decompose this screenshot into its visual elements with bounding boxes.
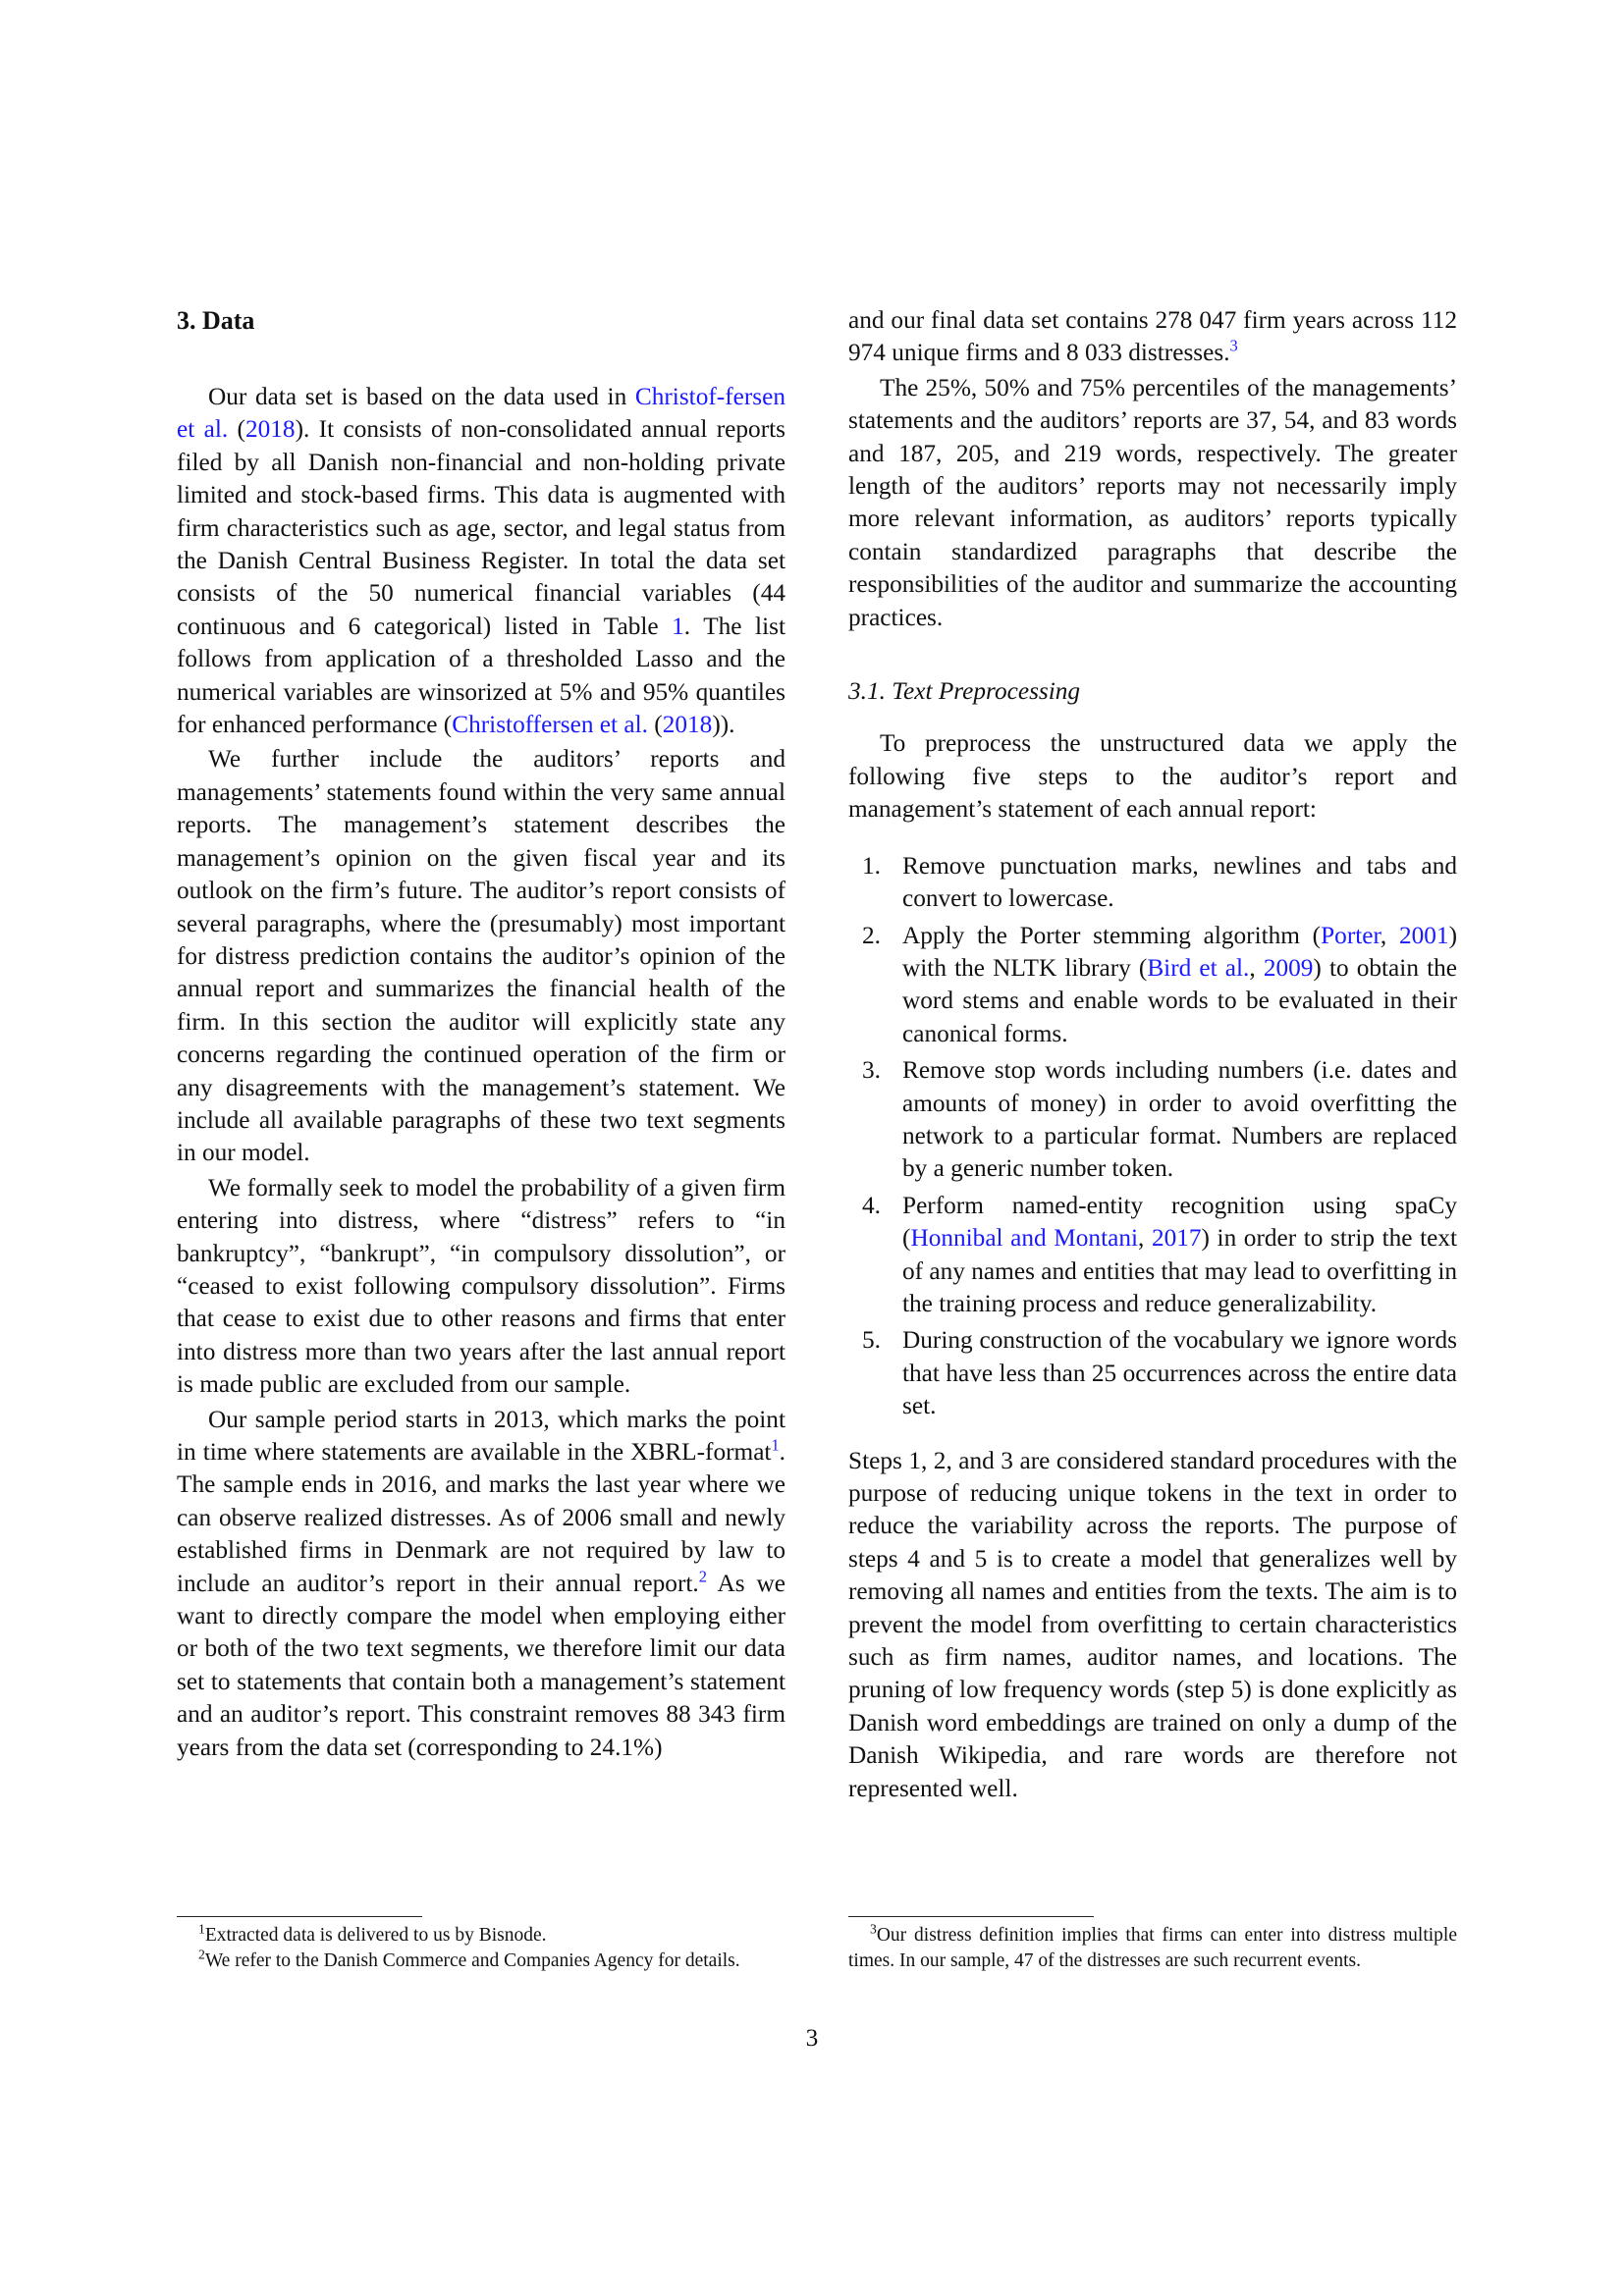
footnote-marker[interactable]: 3 xyxy=(1229,336,1238,355)
subsection-title: 3.1. Text Preprocessing xyxy=(848,677,1081,706)
text: ) with the NLTK library ( xyxy=(902,921,1457,982)
citation-year[interactable]: 2009 xyxy=(1263,953,1314,982)
citation-year[interactable]: 2001 xyxy=(1398,921,1449,949)
text: ) in order to strip the text of any names and entities that may lead to overfitting in the training process and reduce generalizability. xyxy=(902,1224,1458,1317)
footnote-marker[interactable]: 2 xyxy=(698,1567,707,1586)
list-item xyxy=(848,1054,1457,1186)
list-number: 5. xyxy=(862,1326,881,1355)
text: ) to obtain the word stems and enable words to be evaluated in their canonical forms. xyxy=(902,953,1457,1047)
list-number: 1. xyxy=(862,851,881,880)
footnote xyxy=(177,1949,785,1974)
footnote-marker[interactable]: 1 xyxy=(771,1435,780,1455)
footnote-text: Our distress definition implies that firms can enter into distress multiple times. In our sample, 47 of the distresses are such recurrent events. xyxy=(848,1925,1457,1971)
text: , xyxy=(1138,1224,1152,1253)
paragraph-data-source xyxy=(177,381,785,741)
text: Apply the Porter stemming algorithm ( xyxy=(902,921,1322,949)
footnotes-left xyxy=(177,1916,785,1974)
footnote-rule xyxy=(848,1916,1094,1917)
text: Our sample period starts in 2013, which marks the point in time where statements are available in the XBRL-format xyxy=(177,1405,785,1466)
citation-bird[interactable]: Bird et al. xyxy=(1147,953,1250,982)
paragraph-percentiles: The 25%, 50% and 75% percentiles of the managements’ statements and the auditors’ reports are 37, 54, and 83 words and 187, 205, and 219 words, respectively. The greater length of the auditors’ reports may not necessarily imply more relevant information, as auditors’ reports typically contain standardized paragraphs that describe the responsibilities of the auditor and summarize the accounting practices. xyxy=(848,373,1457,631)
right-column xyxy=(848,304,1457,1807)
text: . The sample ends in 2016, and marks the last year where we can observe realized distresses. As of 2006 small and newly established firms in Denmark are not required by law to include an auditor’s report in their annual report. xyxy=(177,1438,785,1597)
citation-christoffersen[interactable]: Christof-fersen et al. xyxy=(177,383,785,444)
text: and our final data set contains 278 047 firm years across 112 974 unique firms and 8 033 distresses. xyxy=(848,306,1457,367)
paragraph-text-segments: We further include the auditors’ reports and managements’ statements found within the very same annual reports. The management’s statement describes the management’s opinion on the given fiscal year and its outlook on the firm’s future. The auditor’s report consists of several paragraphs, where the (presumably) most important for distress prediction contains the auditor’s opinion of the annual report and summarizes the financial health of the firm. In this section the auditor will explicitly state any concerns regarding the continued operation of the firm or any disagreements with the management’s statement. We include all available paragraphs of these two text segments in our model. xyxy=(177,745,785,1167)
footnote-mark: 3 xyxy=(870,1921,877,1937)
footnote xyxy=(177,1923,785,1949)
citation-year[interactable]: 2018 xyxy=(662,711,713,739)
text: Our data set is based on the data used in xyxy=(208,383,635,410)
text: )). xyxy=(712,711,735,739)
list-item xyxy=(848,1324,1457,1422)
text: During construction of the vocabulary we ignore words that have less than 25 occurrences across the entire data set. xyxy=(902,1326,1457,1420)
paragraph-steps-discussion: Steps 1, 2, and 3 are considered standard procedures with the purpose of reducing unique tokens in the text in order to reduce the variability across the reports. The purpose of steps 4 and 5 is to create a model that generalizes well by removing all names and entities from the texts. The aim is to prevent the model from overfitting to certain characteristics such as firm names, auditor names, and locations. The pruning of low frequency words (step 5) is done explicitly as Danish word embeddings are trained on only a dump of the Danish Wikipedia, and rare words are therefore not represented well. xyxy=(848,1446,1457,1802)
citation-year[interactable]: 2017 xyxy=(1151,1224,1202,1253)
footnote-text: Extracted data is delivered to us by Bisnode. xyxy=(204,1925,547,1946)
left-column xyxy=(177,304,785,1766)
text: . The list follows from application of a thresholded Lasso and the numerical variables are winsorized at 5% and 95% quantiles for enhanced performance ( xyxy=(177,612,785,739)
citation-christoffersen[interactable]: Christoffersen et al. xyxy=(452,711,648,739)
list-number: 2. xyxy=(862,921,881,949)
text: Remove punctuation marks, newlines and tabs and convert to lowercase. xyxy=(902,851,1457,913)
citation-year[interactable]: 2018 xyxy=(244,415,296,444)
section-title: 3. Data xyxy=(177,306,255,335)
text: , xyxy=(1380,921,1399,949)
list-number: 4. xyxy=(862,1191,881,1219)
text: ( xyxy=(647,711,663,739)
text: , xyxy=(1249,953,1264,982)
footnote-text: We refer to the Danish Commerce and Companies Agency for details. xyxy=(204,1950,740,1971)
footnote xyxy=(848,1923,1457,1974)
footnote-mark: 1 xyxy=(198,1921,205,1937)
footnotes-right xyxy=(848,1916,1457,1974)
citation-honnibal[interactable]: Honnibal and Montani xyxy=(910,1224,1139,1253)
footnote-rule xyxy=(177,1916,422,1917)
list-item xyxy=(848,1190,1457,1321)
list-item xyxy=(848,850,1457,916)
page-number: 3 xyxy=(805,2024,819,2052)
footnote-mark: 2 xyxy=(198,1947,205,1962)
paragraph-distress-definition: We formally seek to model the probability of a given firm entering into distress, where “distress” refers to “in bankruptcy”, “bankrupt”, “in compulsory dissolution”, or “ceased to exist following compulsory dissolution”. Firms that cease to exist due to other reasons and firms that enter into distress more than two years after the last annual report is made public are excluded from our sample. xyxy=(177,1173,785,1399)
table-reference[interactable]: 1 xyxy=(672,612,684,640)
paragraph-sample-period xyxy=(177,1404,785,1764)
text: As we want to directly compare the model when employing either or both of the two text segments, we therefore limit our data set to statements that contain both a management’s statement and an auditor’s report. This constraint removes 88 343 firm years from the data set (corresponding to 24.1%) xyxy=(177,1569,785,1761)
paragraph-preprocess-intro: To preprocess the unstructured data we apply the following five steps to the auditor’s report and management’s statement of each annual report: xyxy=(848,729,1457,824)
text: ( xyxy=(228,415,245,444)
text: Remove stop words including numbers (i.e. dates and amounts of money) in order to avoid overfitting the network to a particular format. Numbers are replaced by a generic number token. xyxy=(902,1056,1457,1183)
list-item xyxy=(848,920,1457,1051)
citation-porter[interactable]: Porter xyxy=(1321,921,1380,949)
preprocessing-steps-list xyxy=(848,850,1457,1423)
paragraph-final-dataset xyxy=(848,304,1457,370)
text: Perform named-entity recognition using spaCy ( xyxy=(902,1191,1457,1253)
list-number: 3. xyxy=(862,1056,881,1085)
text: ). It consists of non-consolidated annual reports filed by all Danish non-financial and non-holding private limited and stock-based firms. This data is augmented with firm characteristics such as age, sector, and legal status from the Danish Central Business Register. In total the data set consists of the 50 numerical financial variables (44 continuous and 6 categorical) listed in Table xyxy=(177,415,785,640)
